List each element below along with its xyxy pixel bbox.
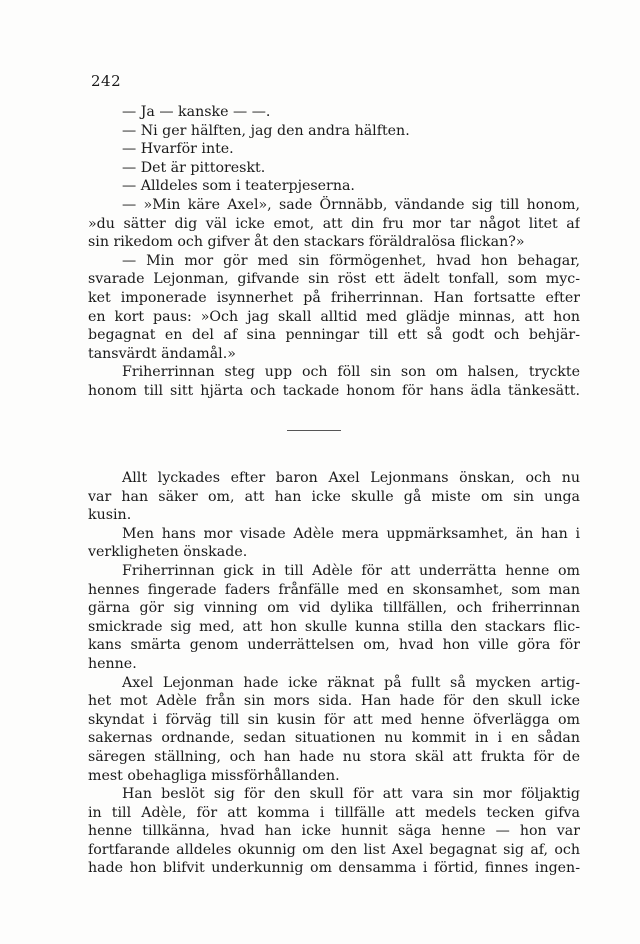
text-line: en kort paus: »Och jag skall alltid med glädje minnas, att hon (88, 308, 580, 325)
text-line: verkligheten önskade. (88, 544, 248, 561)
section-divider (287, 430, 341, 431)
text-line: — Hvarför inte. (122, 141, 234, 158)
text-line: ket imponerade isynnerhet på friherrinnan. Han fortsatte efter (88, 289, 580, 306)
text-line: smickrade sig med, att hon skulle kunna stilla den stackars flic- (88, 618, 580, 635)
text-line: svarade Lejonman, gifvande sin röst ett ädelt tonfall, som myc- (88, 271, 580, 288)
text-line: — Ja — kanske — —. (122, 104, 271, 120)
text-line: fortfarande alldeles okunnig om den list Axel begagnat sig af, och (88, 841, 580, 858)
text-line: sin rikedom och gifver åt den stackars föräldralösa flickan?» (88, 234, 525, 251)
text-line: hennes fingerade faders frånfälle med en skonsamhet, som man (88, 581, 580, 598)
text-line: in till Adèle, för att komma i tillfälle att medels tecken gifva (88, 804, 580, 821)
text-line: tansvärdt ändamål.» (88, 345, 236, 362)
text-line: skyndat i förväg till sin kusin för att med henne öfverlägga om (88, 711, 580, 728)
text-section-narrative (88, 469, 580, 878)
text-line: — Min mor gör med sin förmögenhet, hvad hon behagar, (122, 252, 580, 269)
text-line: gärna gör sig vinning om vid dylika tillfällen, och friherrinnan (88, 600, 580, 617)
text-line: Allt lyckades efter baron Axel Lejonmans önskan, och nu (122, 470, 580, 486)
text-line: mest obehagliga missförhållanden. (88, 767, 340, 784)
page-number: 242 (91, 72, 122, 90)
text-line: — Ni ger hälften, jag den andra hälften. (122, 122, 410, 139)
text-line: begagnat en del af sina penningar till ett så godt och behjär- (88, 327, 580, 344)
text-line: het mot Adèle från sin mors sida. Han hade för den skull icke (88, 693, 580, 710)
text-line: — »Min käre Axel», sade Örnnäbb, vändande sig till honom, (122, 196, 580, 213)
text-line: henne. (88, 655, 137, 672)
text-line: Friherrinnan steg upp och föll sin son om halsen, tryckte (122, 364, 580, 381)
text-line: Axel Lejonman hade icke räknat på fullt så mycken artig- (122, 674, 580, 691)
text-line: var han säker om, att han icke skulle gå miste om sin unga (88, 488, 580, 505)
text-line: kans smärta genom underrättelsen om, hvad hon ville göra för (88, 637, 580, 654)
text-line: sakernas ordnande, sedan situationen nu kommit in i en sådan (88, 730, 580, 747)
text-line: »du sätter dig väl icke emot, att din fru mor tar något litet af (88, 215, 580, 232)
text-line: henne tillkänna, hvad han icke hunnit säga henne — hon var (88, 823, 580, 840)
text-line: säregen ställning, och han hade nu stora skäl att frukta för de (88, 748, 580, 765)
text-line: kusin. (88, 507, 132, 524)
text-line: Friherrinnan gick in till Adèle för att underrätta henne om (122, 562, 580, 579)
text-line: Men hans mor visade Adèle mera uppmärksamhet, än han i (122, 525, 580, 542)
text-section-dialogue (88, 103, 580, 401)
text-line: — Alldeles som i teaterpjeserna. (122, 178, 355, 195)
text-line: hade hon blifvit underkunnig om densamma i förtid, finnes ingen- (88, 860, 580, 877)
text-line: honom till sitt hjärta och tackade honom för hans ädla tänkesätt. (88, 382, 580, 399)
text-line: Han beslöt sig för den skull för att vara sin mor följaktig (122, 786, 580, 803)
text-line: — Det är pittoreskt. (122, 159, 266, 176)
